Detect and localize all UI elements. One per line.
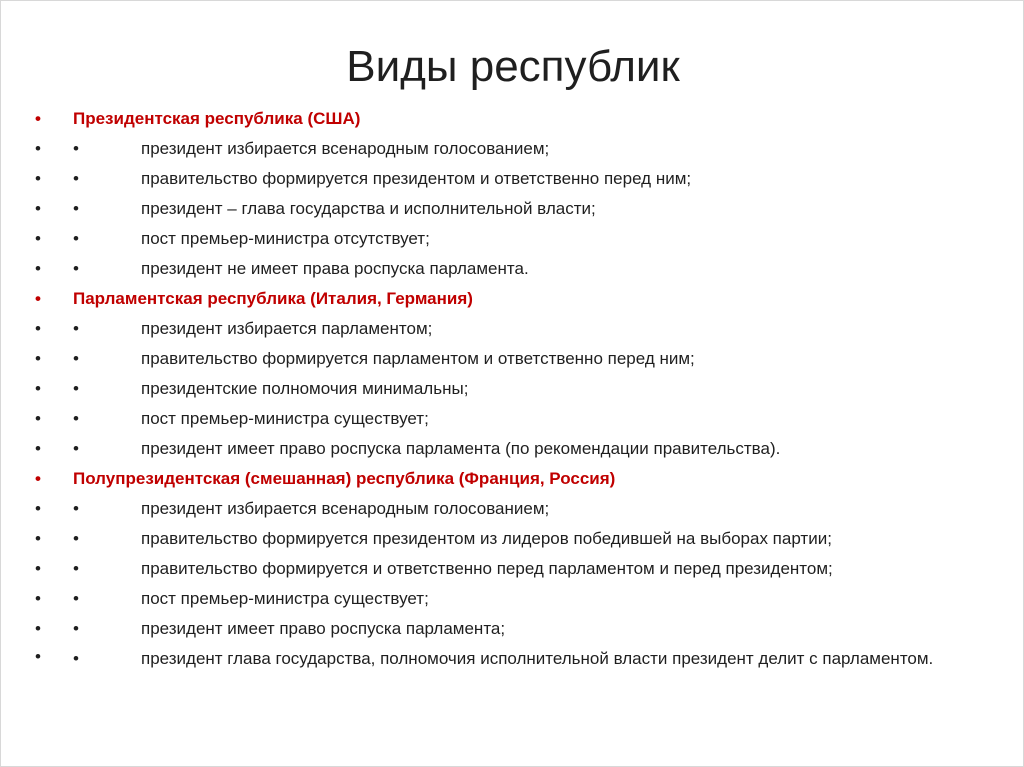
bullet-marker: • [35,319,41,338]
inner-bullet-marker: • [73,499,79,518]
list-item [31,194,1011,224]
list-item-text: президент имеет право роспуска парламента (по рекомендации правительства). [141,439,781,458]
list-item-text: президент имеет право роспуска парламента; [141,619,506,638]
list-item-text: президент глава государства, полномочия исполнительной власти президент делит с парламентом. [141,649,934,668]
list-item-text: правительство формируется президентом и ответственно перед ним; [141,169,692,188]
inner-bullet-marker: • [73,529,79,548]
list-item [31,344,1011,374]
inner-bullet-marker: • [73,349,79,368]
bullet-list [31,104,1011,674]
list-item-text: президент избирается парламентом; [141,319,433,338]
bullet-marker: • [35,259,41,278]
bullet-marker: • [35,289,41,308]
list-item-text: президентские полномочия минимальны; [141,379,469,398]
inner-bullet-marker: • [73,589,79,608]
bullet-marker: • [35,469,41,488]
section-heading [31,104,1011,134]
bullet-marker: • [35,199,41,218]
bullet-marker: • [35,439,41,458]
inner-bullet-marker: • [73,229,79,248]
list-item [31,374,1011,404]
list-item-text: правительство формируется парламентом и ответственно перед ним; [141,349,695,368]
inner-bullet-marker: • [73,379,79,398]
inner-bullet-marker: • [73,169,79,188]
section-heading [31,464,1011,494]
section-heading-text: Президентская республика (США) [73,109,361,128]
inner-bullet-marker: • [73,259,79,278]
bullet-marker: • [35,409,41,428]
list-item-text: пост премьер-министра отсутствует; [141,229,430,248]
list-item [31,254,1011,284]
inner-bullet-marker: • [73,199,79,218]
list-item [31,524,1011,554]
list-item-text: президент избирается всенародным голосованием; [141,499,550,518]
list-item [31,314,1011,344]
bullet-marker: • [35,619,41,638]
list-item-text: правительство формируется президентом из лидеров победившей на выборах партии; [141,529,832,548]
bullet-marker: • [35,647,41,666]
bullet-marker: • [35,139,41,158]
inner-bullet-marker: • [73,649,79,668]
list-item [31,404,1011,434]
section-heading [31,284,1011,314]
list-item [31,134,1011,164]
list-item-text: пост премьер-министра существует; [141,409,429,428]
inner-bullet-marker: • [73,409,79,428]
bullet-marker: • [35,529,41,548]
inner-bullet-marker: • [73,619,79,638]
list-item [31,224,1011,254]
list-item [31,434,1011,464]
list-item-text: президент избирается всенародным голосованием; [141,139,550,158]
bullet-marker: • [35,229,41,248]
bullet-marker: • [35,559,41,578]
inner-bullet-marker: • [73,319,79,338]
bullet-marker: • [35,379,41,398]
bullet-marker: • [35,499,41,518]
list-item [31,164,1011,194]
list-item [31,494,1011,524]
list-item-text: президент – глава государства и исполнительной власти; [141,199,596,218]
list-item-text: пост премьер-министра существует; [141,589,429,608]
bullet-marker: • [35,349,41,368]
list-item [31,614,1011,644]
section-heading-text: Парламентская республика (Италия, Германия) [73,289,473,308]
list-item [31,554,1011,584]
section-heading-text: Полупрезидентская (смешанная) республика (Франция, Россия) [73,469,616,488]
list-item [31,644,1011,674]
inner-bullet-marker: • [73,139,79,158]
list-item-text: президент не имеет права роспуска парламента. [141,259,529,278]
inner-bullet-marker: • [73,439,79,458]
bullet-marker: • [35,109,41,128]
list-item-text: правительство формируется и ответственно перед парламентом и перед президентом; [141,559,833,578]
bullet-marker: • [35,169,41,188]
slide-title: Виды республик [346,42,680,91]
bullet-marker: • [35,589,41,608]
inner-bullet-marker: • [73,559,79,578]
list-item [31,584,1011,614]
